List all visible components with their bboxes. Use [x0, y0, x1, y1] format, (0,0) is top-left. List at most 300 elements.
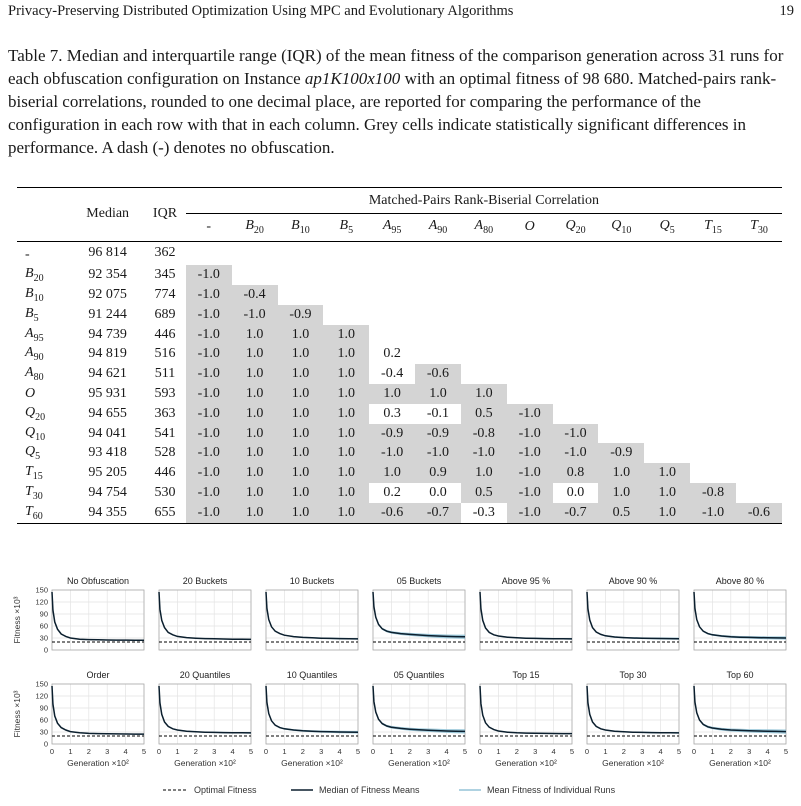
correlation-cell [232, 265, 278, 285]
panel-title: Order [86, 670, 110, 680]
correlation-cell: 1.0 [461, 384, 507, 404]
row-label: $B_{20}$ [25, 266, 44, 285]
row-label: $A_{90}$ [25, 345, 44, 364]
correlation-cell [690, 463, 736, 483]
x-tick-label: 2 [514, 747, 519, 756]
table-row [17, 364, 782, 384]
median-fitness-line [159, 592, 251, 639]
correlation-cell [598, 285, 644, 305]
x-tick-label: 2 [300, 747, 305, 756]
correlation-cell [690, 404, 736, 424]
row-label: $Q_{10}$ [25, 424, 46, 443]
x-tick-label: 4 [765, 747, 770, 756]
x-axis-label: Generation ×10² [388, 758, 450, 768]
correlation-cell [507, 305, 553, 325]
legend-median-label: Median of Fitness Means [319, 785, 420, 795]
correlation-cell: -1.0 [186, 265, 232, 285]
correlation-cell [278, 285, 324, 305]
correlation-cell [644, 265, 690, 285]
correlation-cell [690, 364, 736, 384]
table-caption [8, 44, 795, 159]
fitness-figure [8, 566, 794, 802]
iqr-cell: 774 [154, 286, 176, 302]
correlation-cell: 1.0 [598, 463, 644, 483]
x-tick-label: 1 [68, 747, 73, 756]
median-fitness-line [694, 592, 786, 638]
x-axis-label: Generation ×10² [67, 758, 129, 768]
x-tick-label: 4 [337, 747, 342, 756]
row-label: $A_{80}$ [25, 365, 44, 384]
individual-runs-band [159, 686, 251, 734]
panel-title: 20 Quantiles [179, 670, 231, 680]
x-tick-label: 5 [569, 747, 575, 756]
x-axis-label: Generation ×10² [602, 758, 664, 768]
correlation-cell [553, 344, 599, 364]
correlation-cell: 1.0 [323, 483, 369, 503]
correlation-cell: -0.9 [278, 305, 324, 325]
correlation-cell [644, 325, 690, 345]
correlation-cell: 1.0 [232, 424, 278, 444]
correlation-cell: 0.5 [598, 503, 644, 523]
correlation-cell: -0.6 [736, 503, 782, 523]
correlation-cell [553, 285, 599, 305]
correlation-cell [507, 384, 553, 404]
correlation-cell: -1.0 [186, 463, 232, 483]
correlation-cell [461, 325, 507, 345]
correlation-cell [323, 305, 369, 325]
panel-frame [694, 590, 786, 650]
row-label: $Q_{20}$ [25, 404, 46, 423]
column-header-10: $Q_5$ [659, 218, 675, 237]
table-row [17, 463, 782, 483]
panel-title: Top 15 [512, 670, 540, 680]
correlation-cell [598, 344, 644, 364]
y-tick-label: 60 [39, 621, 48, 631]
x-tick-label: 1 [282, 747, 287, 756]
x-tick-label: 4 [444, 747, 449, 756]
correlation-cell [690, 241, 736, 265]
iqr-cell: 446 [154, 326, 176, 342]
median-cell: 94 041 [88, 425, 127, 441]
panel-frame [587, 590, 679, 650]
median-fitness-line [52, 592, 144, 640]
correlation-cell: -0.1 [426, 405, 450, 421]
iqr-cell: 362 [154, 245, 176, 261]
panel-title: 10 Quantiles [286, 670, 338, 680]
correlation-cell: 0.2 [383, 484, 401, 500]
correlation-cell: 1.0 [323, 443, 369, 463]
correlation-cell [232, 241, 278, 265]
median-fitness-line [159, 686, 251, 733]
correlation-cell: 1.0 [323, 463, 369, 483]
correlation-cell: -0.6 [369, 503, 415, 523]
header-row-1 [17, 188, 782, 214]
y-tick-label: 90 [39, 703, 48, 713]
x-tick-label: 5 [676, 747, 682, 756]
correlation-cell: 0.0 [566, 484, 585, 500]
individual-runs-band [694, 592, 786, 640]
x-tick-label: 1 [389, 747, 394, 756]
correlation-cell: -1.0 [690, 503, 736, 523]
correlation-cell [415, 265, 461, 285]
correlation-cell [736, 325, 782, 345]
correlation-cell [690, 285, 736, 305]
x-tick-label: 0 [691, 747, 697, 756]
iqr-cell: 345 [154, 267, 176, 283]
individual-runs-band [480, 686, 572, 734]
correlation-cell [598, 305, 644, 325]
x-tick-label: 3 [212, 747, 217, 756]
panel-frame [266, 590, 358, 650]
median-fitness-line [480, 592, 572, 639]
correlation-cell: 1.0 [644, 463, 690, 483]
x-axis-label: Generation ×10² [709, 758, 771, 768]
correlation-cell [598, 364, 644, 384]
running-header [8, 3, 794, 20]
row-label: O [25, 385, 36, 401]
correlation-cell: 1.0 [415, 384, 461, 404]
correlation-cell [644, 285, 690, 305]
correlation-cell [690, 384, 736, 404]
x-tick-label: 5 [783, 747, 789, 756]
individual-runs-band [52, 592, 144, 641]
header-median: Median [86, 206, 130, 222]
panel-title: 05 Quantiles [393, 670, 445, 680]
correlation-cell [461, 241, 507, 265]
x-tick-label: 5 [141, 747, 147, 756]
correlation-cell: -1.0 [507, 503, 553, 523]
correlation-cell [553, 241, 599, 265]
table-row [17, 503, 782, 523]
correlation-cell [644, 424, 690, 444]
correlation-cell: 1.0 [323, 424, 369, 444]
correlation-cell [644, 384, 690, 404]
iqr-cell: 511 [154, 366, 176, 382]
row-label: $T_{30}$ [25, 484, 43, 502]
results-table [17, 187, 782, 524]
correlation-cell: -1.0 [507, 443, 553, 463]
correlation-cell [644, 364, 690, 384]
panel-title: Top 30 [619, 670, 647, 680]
correlation-cell [598, 265, 644, 285]
median-cell: 94 621 [88, 366, 127, 382]
table-body [17, 241, 782, 523]
y-tick-label: 90 [39, 609, 48, 619]
correlation-cell [323, 265, 369, 285]
correlation-cell: 1.0 [278, 325, 324, 345]
median-cell: 94 754 [88, 484, 127, 500]
correlation-cell [644, 404, 690, 424]
row-label: $B_{10}$ [25, 286, 44, 304]
legend-optimal-label: Optimal Fitness [194, 785, 257, 795]
table-row [17, 424, 782, 444]
column-header-5: $A_{90}$ [428, 218, 448, 237]
correlation-cell: 1.0 [278, 483, 324, 503]
correlation-cell [644, 305, 690, 325]
y-tick-label: 120 [35, 691, 48, 701]
table-row [17, 265, 782, 285]
correlation-cell: 1.0 [232, 483, 278, 503]
median-cell: 94 819 [88, 346, 127, 362]
individual-runs-band [159, 592, 251, 640]
x-tick-label: 2 [193, 747, 198, 756]
x-tick-label: 5 [462, 747, 468, 756]
x-tick-label: 0 [370, 747, 376, 756]
table-row [17, 325, 782, 345]
correlation-cell [415, 285, 461, 305]
fitness-small-multiples [8, 566, 794, 802]
x-tick-label: 4 [551, 747, 556, 756]
correlation-cell: 1.0 [278, 344, 324, 364]
correlation-cell: 0.0 [429, 484, 447, 500]
correlation-cell [644, 241, 690, 265]
individual-runs-band [480, 592, 572, 640]
individual-runs-band [52, 686, 144, 735]
correlation-cell [507, 241, 553, 265]
correlation-cell [507, 325, 553, 345]
y-tick-label: 120 [35, 597, 48, 607]
correlation-cell: -0.7 [415, 503, 461, 523]
correlation-cell [690, 305, 736, 325]
column-header-7: O [524, 219, 535, 235]
correlation-cell: 0.8 [553, 463, 599, 483]
median-fitness-line [266, 592, 358, 639]
x-tick-label: 3 [319, 747, 324, 756]
median-cell: 93 418 [88, 445, 127, 461]
correlation-cell: 1.0 [278, 443, 324, 463]
correlation-cell: -0.4 [232, 285, 278, 305]
x-tick-label: 2 [621, 747, 626, 756]
y-tick-label: 60 [39, 715, 48, 725]
table-row [17, 384, 782, 404]
x-tick-label: 2 [86, 747, 91, 756]
correlation-cell [415, 305, 461, 325]
correlation-cell: -0.9 [369, 424, 415, 444]
correlation-cell: -0.8 [690, 483, 736, 503]
table-row [17, 443, 782, 463]
panel-frame [587, 684, 679, 744]
correlation-cell: 1.0 [278, 384, 324, 404]
panel-frame [373, 684, 465, 744]
correlation-cell: -1.0 [186, 305, 232, 325]
correlation-cell: 1.0 [232, 463, 278, 483]
column-header-6: $A_{80}$ [474, 218, 494, 237]
median-cell: 94 355 [88, 504, 127, 520]
iqr-cell: 530 [154, 484, 176, 500]
correlation-cell [736, 463, 782, 483]
header-iqr: IQR [152, 206, 178, 222]
x-tick-label: 0 [49, 747, 55, 756]
x-tick-label: 1 [710, 747, 715, 756]
column-header-4: $A_{95}$ [382, 218, 402, 237]
correlation-cell [690, 424, 736, 444]
correlation-cell: 1.0 [323, 384, 369, 404]
x-axis-label: Generation ×10² [281, 758, 343, 768]
correlation-cell [690, 325, 736, 345]
correlation-cell [736, 364, 782, 384]
correlation-cell: 1.0 [323, 344, 369, 364]
correlation-cell [736, 443, 782, 463]
y-tick-label: 150 [35, 679, 48, 689]
panel-title: 05 Buckets [396, 576, 442, 586]
correlation-cell [736, 424, 782, 444]
correlation-cell [553, 384, 599, 404]
row-label: $Q_5$ [25, 444, 41, 463]
legend-runs-label: Mean Fitness of Individual Runs [487, 785, 616, 795]
iqr-cell: 593 [154, 385, 176, 401]
correlation-cell: -1.0 [186, 404, 232, 424]
correlation-cell: 0.9 [415, 463, 461, 483]
column-header-2: $B_{10}$ [291, 218, 310, 237]
correlation-cell: -0.4 [381, 366, 404, 382]
iqr-cell: 516 [154, 346, 176, 362]
x-tick-label: 2 [728, 747, 733, 756]
panel-title: Above 95 % [501, 576, 551, 586]
correlation-cell: -1.0 [186, 503, 232, 523]
correlation-cell [598, 384, 644, 404]
correlation-cell: 1.0 [278, 424, 324, 444]
iqr-cell: 446 [154, 465, 176, 481]
individual-runs-band [587, 686, 679, 734]
row-label: $A_{95}$ [25, 325, 44, 344]
correlation-cell: -1.0 [507, 424, 553, 444]
x-tick-label: 3 [533, 747, 538, 756]
correlation-cell [553, 325, 599, 345]
x-tick-label: 3 [105, 747, 110, 756]
median-cell: 92 075 [88, 286, 127, 302]
x-tick-label: 4 [123, 747, 128, 756]
correlation-cell [644, 443, 690, 463]
correlation-cell: 1.0 [598, 483, 644, 503]
correlation-cell [415, 344, 461, 364]
correlation-cell: 1.0 [369, 384, 415, 404]
correlation-cell: -1.0 [461, 443, 507, 463]
panel-frame [52, 590, 144, 650]
correlation-cell [553, 364, 599, 384]
panel-title: No Obfuscation [66, 576, 130, 586]
correlation-cell [461, 265, 507, 285]
correlation-cell [278, 241, 324, 265]
panel-title: Above 80 % [715, 576, 765, 586]
panel-frame [159, 590, 251, 650]
y-axis-label: Fitness ×10³ [12, 596, 22, 644]
header-correlation-group: Matched-Pairs Rank-Biserial Correlation [186, 188, 782, 214]
correlation-cell: -1.0 [507, 404, 553, 424]
correlation-cell: 1.0 [278, 503, 324, 523]
correlation-cell: 0.5 [461, 483, 507, 503]
correlation-cell: 1.0 [232, 344, 278, 364]
median-fitness-line [587, 686, 679, 733]
correlation-cell [415, 325, 461, 345]
correlation-cell: -1.0 [186, 384, 232, 404]
correlation-cell: 0.2 [383, 346, 401, 362]
correlation-cell: -1.0 [369, 443, 415, 463]
correlation-cell [598, 424, 644, 444]
correlation-cell [369, 241, 415, 265]
correlation-cell: 1.0 [232, 443, 278, 463]
y-tick-label: 30 [39, 727, 48, 737]
x-tick-label: 5 [248, 747, 254, 756]
panel-title: 10 Buckets [289, 576, 335, 586]
correlation-cell [461, 364, 507, 384]
correlation-cell: 1.0 [232, 364, 278, 384]
correlation-cell: -0.3 [472, 504, 495, 520]
correlation-cell [736, 404, 782, 424]
correlation-cell: -0.8 [461, 424, 507, 444]
correlation-cell: 1.0 [644, 483, 690, 503]
correlation-cell: 1.0 [232, 384, 278, 404]
correlation-cell [598, 325, 644, 345]
median-fitness-line [694, 686, 786, 732]
correlation-cell: 1.0 [323, 364, 369, 384]
x-axis-label: Generation ×10² [495, 758, 557, 768]
median-fitness-line [266, 686, 358, 732]
y-tick-label: 0 [43, 645, 48, 655]
caption-text-1: Table 7. Median and interquartile range (IQR) of the mean fitness of the comparison generation across 31 runs for each obfuscation configuration on Instance [8, 46, 784, 88]
correlation-cell [369, 325, 415, 345]
median-cell: 94 655 [88, 405, 127, 421]
correlation-cell [736, 483, 782, 503]
correlation-cell: 1.0 [644, 503, 690, 523]
y-tick-label: 0 [43, 739, 48, 749]
column-header-1: $B_{20}$ [245, 218, 264, 237]
iqr-cell: 528 [154, 445, 176, 461]
correlation-cell [553, 305, 599, 325]
panel-title: 20 Buckets [182, 576, 228, 586]
panel-title: Top 60 [726, 670, 754, 680]
correlation-cell: 0.3 [383, 405, 401, 421]
correlation-cell: 1.0 [278, 463, 324, 483]
x-tick-label: 3 [640, 747, 645, 756]
correlation-cell [323, 241, 369, 265]
correlation-cell [507, 344, 553, 364]
median-cell: 95 931 [88, 385, 127, 401]
correlation-cell: 1.0 [323, 325, 369, 345]
correlation-cell: -1.0 [553, 424, 599, 444]
correlation-cell: -1.0 [415, 443, 461, 463]
page-number: 19 [779, 3, 794, 19]
correlation-cell [736, 305, 782, 325]
column-header-8: $Q_{20}$ [565, 218, 586, 237]
correlation-cell: -1.0 [507, 483, 553, 503]
correlation-cell: 1.0 [278, 404, 324, 424]
table-row [17, 305, 782, 325]
median-fitness-line [373, 686, 465, 731]
x-tick-label: 3 [426, 747, 431, 756]
table-row [17, 404, 782, 424]
individual-runs-band [266, 686, 358, 734]
correlation-cell [644, 344, 690, 364]
correlation-cell [690, 443, 736, 463]
column-header-12: $T_{30}$ [750, 218, 768, 237]
correlation-cell: -1.0 [186, 344, 232, 364]
y-tick-label: 30 [39, 633, 48, 643]
correlation-cell [736, 344, 782, 364]
panel-title: Above 90 % [608, 576, 658, 586]
correlation-cell [369, 305, 415, 325]
x-tick-label: 1 [496, 747, 501, 756]
panel-frame [159, 684, 251, 744]
column-header-11: $T_{15}$ [704, 218, 722, 237]
row-label: $B_5$ [25, 305, 39, 324]
panel-frame [266, 684, 358, 744]
correlation-cell [369, 285, 415, 305]
caption-text-2: with an optimal fitness of 98 680. Matched-pairs rank-biserial correlations, rounded to one decimal place, are reported for comparing the performance of the configuration in each row with that in each column. Grey cells indicate statistically significant differences in performance. A dash (-) denotes no obfuscation. [8, 69, 777, 157]
correlation-cell: 1.0 [323, 503, 369, 523]
correlation-cell [736, 241, 782, 265]
panel-frame [480, 590, 572, 650]
correlation-cell [323, 285, 369, 305]
